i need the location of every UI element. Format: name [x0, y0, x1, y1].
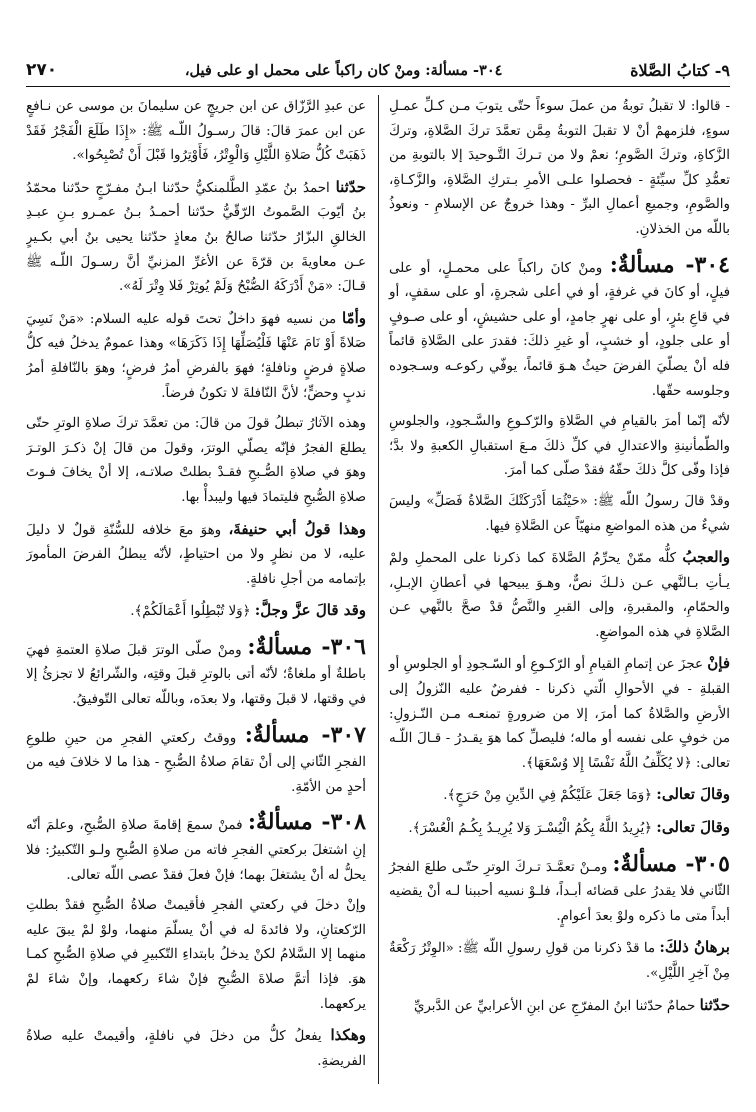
paragraph: [389, 95, 730, 243]
header-issue-title: ٣٠٤- مسألة: ومنْ كان راكباً على محمل او على فيل،: [184, 61, 503, 79]
paragraph-text: وقدْ قالَ رسولُ اللّه ﷺ: «حَيْثُمَا أَدْرَكَتْكَ الصَّلاةُ فَصَلِّ» وليسَ شيءٌ من هذه المواضعِ منهيّاً عن الصَّلاةِ فيها.: [389, 493, 730, 534]
header-rule: [26, 86, 730, 87]
paragraph-lead: حدّثنا: [335, 177, 366, 196]
paragraph-text: ووقتُ ركعتي الفجرِ من حينِ طلوعِ الفجرِ الثّاني إلى أنْ تقامَ صلاةُ الصُّبحِ - هذا ما لا خلافَ فيه من أحدٍ من الأمّةِ.: [26, 730, 366, 795]
paragraph-text: عجزَ عن إتمامِ القيامِ أو الرّكـوعِ أو السّـجودِ أو الجلوسِ أو القبلةِ - في الأحوالِ الّتي ذكرنا - ففرضٌ عليه النّزولُ إلى الأرضِ والصَّلاةُ كما أمرَ، إلا من ضرورةٍ تمنعـه مـن النّـزولِ: من خوفٍ على نفسه أو ماله؛ فليصلِّ كما هوَ يقـدرُ - قـالَ اللّـه تعالى: ﴿لا يُكَلِّفُ اللَّهُ نَفْسًا إِلا وُسْعَهَا﴾.: [389, 657, 730, 771]
paragraph: [26, 517, 366, 593]
paragraph-text: ﴿وَلا تُبْطِلُوا أَعْمَالَكُمْ﴾.: [130, 604, 251, 620]
paragraph-text: من نسيه فهوَ داخلٌ تحتَ قوله عليه السلام: «مَنْ نَسِيَ صَلاةً أَوْ نَامَ عَنْهَا فَلْيُصَلِّهَا إِذَا ذَكَرَهَا» وهذا عمومٌ يدخلُ فيه كلُّ صلاةٍ فرضٍ ونافلةٍ؛ فهوَ بالفرضِ أمرُ فرضٍ؛ وهوَ بالنّافلةِ أمرُ ندبٍ وحضٍّ؛ لأنَّ النّافلةَ لا تكونُ فرضاً.: [26, 311, 366, 401]
paragraph: [389, 852, 730, 930]
paragraph-text: لأنّه إنّما أمرَ بالقيامِ في الصَّلاةِ والرّكـوعِ والسَّـجودِ، والجلوسِ والطّمأنينةِ والاعتدالِ في كلِّ ذلكَ مـعَ استقبالِ الكعبةِ ولا بدَّ؛ فإذا وفّى كلَّ ذلكَ حقّهُ فقدْ صلّى كما أمرَ.: [389, 414, 730, 479]
paragraph-text: وهذه الآثارُ تبطلُ قولَ من قالَ: من تعمَّدَ تركَ صلاةِ الوترِ حتّى يطلعَ الفجرُ فإنّه يصلّي الوترَ، وقولَ من قالَ إنْ ذكـرَ الوتـرَ وهوَ في صلاةِ الصُّـبحِ فقـدْ بطلتْ صلاتـه، إلا أنْ يخافَ فـوتَ صلاةِ الصُّبحِ فليتمادَ فيها وليبدأْ بها.: [26, 416, 366, 505]
issue-number: ٣٠٦- مسألةٌ:: [247, 633, 366, 660]
page-number: ٢٧٠: [26, 60, 58, 80]
issue-number: ٣٠٨- مسألةٌ:: [247, 809, 366, 836]
paragraph: [26, 635, 366, 713]
paragraph-lead: وقد قالَ عزَّ وجلَّ:: [254, 601, 366, 620]
paragraph: [389, 935, 730, 986]
paragraph-text: حمامٌ حدّثنا ابنُ المفرّجِ عن ابنِ الأعرابيِّ عن الدَّبريِّ: [413, 998, 696, 1014]
paragraph: [389, 815, 730, 842]
paragraph: [26, 894, 366, 1017]
running-header: [26, 56, 730, 84]
paragraph: [26, 1023, 366, 1074]
paragraph-lead: فإنْ: [707, 654, 730, 673]
paragraph: [26, 412, 366, 510]
paragraph-text: ﴿يُرِيدُ اللَّهُ بِكُمُ الْيُسْـرَ وَلا يُرِيـدُ بِكُـمُ الْعُسْرَ﴾.: [408, 821, 653, 837]
issue-number: ٣٠٤- مسألةٌ:: [609, 251, 730, 278]
paragraph-lead: وأمّا: [341, 308, 366, 327]
paragraph-lead: وقالَ تعالى:: [656, 785, 730, 804]
paragraph-text: فمنْ سمعَ إقامةَ صلاةِ الصُّبحِ، وعلمَ أنّه إنِ اشتغلَ بركعتي الفجرِ فاته من صلاةِ الصُّبحِ ولـو التّكبيرُ: فلا يحلُّ له أنْ يشتغلَ بهما؛ فإنْ فعلَ فقدْ عصى اللّه تعالى.: [26, 818, 366, 883]
paragraph-lead: وقالَ تعالى:: [656, 818, 730, 837]
paragraph: [26, 175, 366, 300]
paragraph-lead: وهكذا: [330, 1026, 366, 1045]
right-column: [378, 95, 730, 1084]
paragraph-lead: وهذا قولُ أبي حنيفةَ،: [228, 519, 366, 538]
paragraph: [389, 545, 730, 645]
left-column: [26, 95, 378, 1084]
paragraph-lead: والعجبُ: [682, 548, 730, 567]
paragraph: [389, 651, 730, 776]
paragraph-text: وهوَ معَ خلافه للسُّنّةِ قولٌ لا دليلَ عليه، لا من نظرٍ ولا من احتياطٍ، لأنّه يبطلُ الفرضَ المأمورَ بإتمامه من أجلِ نافلةٍ.: [26, 522, 366, 587]
two-column-body: [26, 95, 730, 1084]
issue-number: ٣٠٧- مسألةٌ:: [244, 721, 366, 748]
paragraph-lead: برهانُ ذلكَ:: [659, 938, 730, 957]
paragraph-text: كلُّه ممّنْ يحرِّمُ الصَّلاةَ كما ذكرنا على المحملِ ولمْ يـأتِ بـالنَّهي عـن ذلـكَ نصٌّ، وهـوَ يبيحها في أعطانِ الإبـلِ، والحمّامِ، والمقبرةِ، وإلى القبرِ والنَّصُّ قدْ صحَّ بالنَّهي عـن الصَّلاةِ في هذه المواضعِ.: [389, 551, 730, 640]
paragraph-text: ومـنْ تعمَّـدَ تـركَ الوترِ حتّـى طلعَ الفجرُ الثّاني فلا يقدرُ على قضائه أبـداً، فلـوْ نسيه أحببنا لـه أنْ يقضيه أبداً متى ما ذكره ولوْ بعدَ أعوامٍ.: [389, 859, 730, 924]
paragraph: [26, 598, 366, 625]
paragraph-text: ومنْ صلّى الوترَ قبلَ صلاةِ العتمةِ فهيَ باطلةٌ أو ملغاةٌ؛ لأنّه أتى بالوترِ قبلَ وقتِه، والشّرائعُ لا تجزئُ إلا في وقتها، لا قبلَ وقتها، ولا بعدَه، وباللّه تعالى التّوفيقُ.: [26, 642, 366, 708]
issue-number: ٣٠٥- مسألةٌ:: [612, 850, 730, 877]
paragraph-text: يفعلُ كلُّ من دخلَ في نافلةٍ، وأقيمتْ عليه صلاةُ الفريضةِ.: [26, 1029, 366, 1069]
paragraph: [26, 810, 366, 888]
paragraph-text: وإنْ دخلَ في ركعتي الفجرِ فأقيمتْ صلاةُ الصُّبحِ فقدْ بطلتِ الرّكعتانِ، ولا فائدةَ له في أنْ يسلّمَ منهما، ولوْ لمْ يبقَ عليه منهما إلا السَّلامُ لكنْ يدخلُ بابتداءِ التّكبيرِ في صلاةِ الصُّبحِ كمـا هوَ. فإذا أتمَّ صلاةَ الصُّبحِ فإنْ شاءَ ركعهما، وإنْ شاءَ لمْ يركعهما.: [26, 898, 366, 1012]
book-title: ٩- كتابُ الصَّلاة: [630, 60, 730, 80]
paragraph: [389, 490, 730, 539]
paragraph-text: ما قدْ ذكرنا من قولِ رسولِ اللّه ﷺ: «الوِتْرُ رَكْعَةٌ مِنْ آخِرِ اللَّيْلِ».: [389, 941, 730, 981]
paragraph: [26, 306, 366, 406]
paragraph-text: عن عبدِ الرَّزّاق عن ابن جريجٍ عن سليمانَ بن موسى عن نـافعٍ عن ابن عمرَ قالَ: قالَ رسـولُ اللّـه ﷺ: «إِذَا طَلَعَ الْفَجْرُ فَقَدْ ذَهَبَتْ كُلُّ صَلاةِ اللَّيْلِ وَالْوِتْرُ، فَأَوْتِرُوا قَبْلَ أَنْ تُصْبِحُوا».: [26, 99, 366, 164]
paragraph-text: ومنْ كانَ راكباً على محمـلٍ، أو على فيلٍ، أو كانَ في غرفةٍ، أو في أعلى شجرةٍ، أو على سقفٍ، أو في قاعِ بئرٍ، أو على نهرٍ جامدٍ، أو على حشيشٍ، أو على صـوفٍ أو على جلودٍ، أو خشبٍ، أو غيرِ ذلكَ: فقدرَ على الصَّلاةِ قائماً فله أنْ يصلّيَ الفرضَ حيثُ هـوَ قائماً، يوفّي ركوعـه وسـجوده وجلوسه حقّها.: [389, 260, 730, 399]
paragraph: [389, 993, 730, 1020]
paragraph: [389, 782, 730, 809]
paragraph-text: - قالوا: لا تقبلُ توبةُ من عملَ سوءاً حتّى يتوبَ مـن كـلِّ عمـلِ سوءٍ، فلزمهمْ أنْ لا تقبلَ التوبةُ مِمَّن تعمَّدَ تركَ الصَّلاةِ، وتركَ الزَّكاةِ، وتركَ الصَّومِ؛ نعمْ ولا من تـركَ التَّـوحيدَ إلا بالتوبةِ من تعمُّدِ كلِّ سيِّئةٍ - فحصلوا علـى الأمرِ بـتركِ الصَّلاةِ، والزَّكـاةِ، والصَّومِ، وجميعِ أعمالِ البرِّ - وهذا خروجٌ عن الإسلامِ - ونعوذُ باللّه من الخذلانِ.: [389, 99, 730, 237]
paragraph: [389, 253, 730, 405]
paragraph: [26, 95, 366, 169]
paragraph-lead: حدّثنا: [699, 995, 730, 1014]
paragraph-text: ﴿وَمَا جَعَلَ عَلَيْكُمْ فِي الدِّينِ مِنْ حَرَجٍ﴾.: [443, 788, 653, 804]
paragraph-text: احمدُ بنُ عمّدِ الطَّلمنكيُّ حدّثنا ابـنُ مفـرّجٍ حدّثنا محمّدُ بنُ أيّوبَ الصَّموتُ الرّقّيُّ حدّثنا أحمـدُ بـنُ عمـرو بـنِ عبـدِ الخالقِ البزّارُ حدّثنا صالحُ بنُ معاذٍ حدّثنا يحيى بنُ أبي بكـيرٍ عـن معاويةَ بن قرّةَ عن الأغرِّ المزنيِّ أنَّ رسـولَ اللّـه ﷺ قـالَ: «مَنْ أَدْرَكَهُ الصُّبْحُ وَلَمْ يُوتِرْ فَلا وِتْرَ لَهُ».: [26, 180, 366, 295]
paragraph: [389, 410, 730, 484]
paragraph: [26, 723, 366, 801]
